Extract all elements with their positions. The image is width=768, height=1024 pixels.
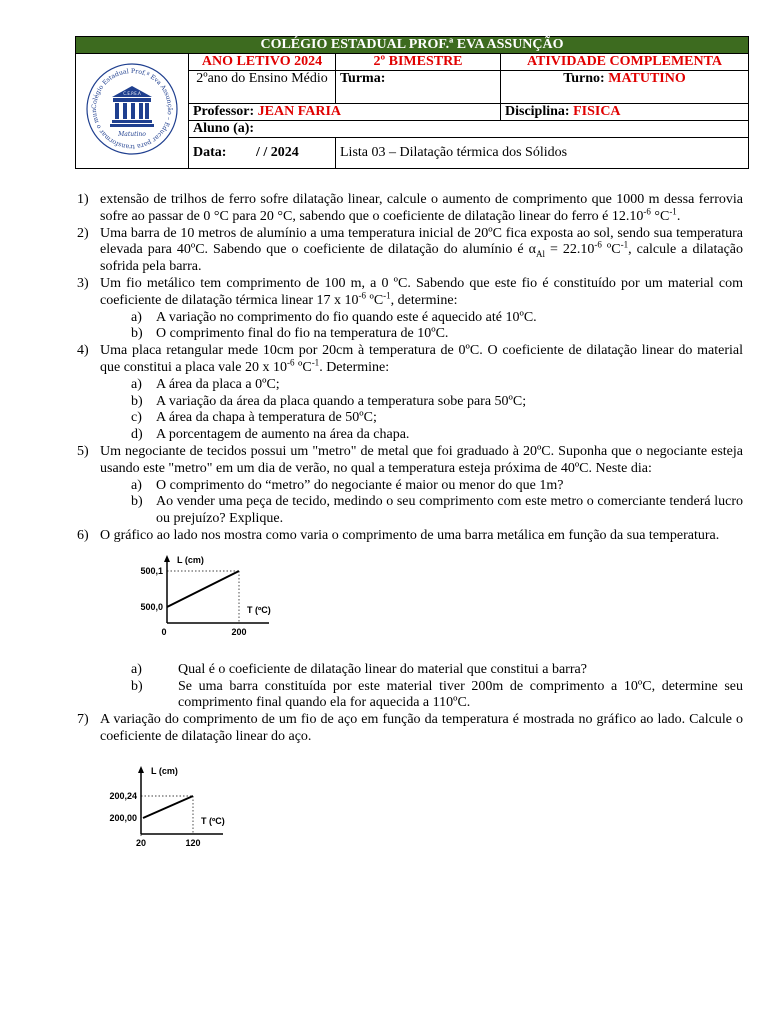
question-number: 3) <box>77 275 89 291</box>
x-axis-label: T (ºC) <box>247 604 271 615</box>
question-4-item-c: c) A área da chapa à temperatura de 50ºC; <box>131 410 377 426</box>
school-logo-cell <box>76 54 189 169</box>
question-4-item-a: a) A área da placa a 0ºC; <box>131 376 280 392</box>
question-6: 6) O gráfico ao lado nos mostra como varia o comprimento de uma barra metálica em função da sua temperatura. <box>77 527 720 543</box>
question-7: 7) A variação do comprimento de um fio de aço em função da temperatura é mostrada no gráfico ao lado. Calcule o coeficiente de dilatação linear do aço. <box>77 712 743 744</box>
question-2: 2) Uma barra de 10 metros de alumínio a uma temperatura inicial de 20ºC fica exposta ao sol, sendo sua temperatura elevada para 40ºC. Sabendo que o coeficiente de dilatação do alumínio é $\alpha_{Al} = 22.10^{-6}$ ºC$^{-1}$, calcule a dilatação sofrida pela barra. <box>77 225 744 275</box>
list-title: Lista 03 – Dilatação térmica dos Sólidos <box>336 138 749 169</box>
shift-value: MATUTINO <box>608 71 686 86</box>
x-tick-label: 20 <box>135 837 147 848</box>
question-3-item-b: b) O comprimento final do fio na temperatura de 10ºC. <box>131 326 449 342</box>
length-vs-temperature-chart-2 <box>95 764 355 859</box>
school-year: ANO LETIVO 2024 <box>189 54 336 71</box>
date-field <box>189 138 336 169</box>
bimester: 2º BIMESTRE <box>336 54 501 71</box>
subject-name: FISICA <box>573 104 621 119</box>
question-4-item-d: d) A porcentagem de aumento na área da chapa. <box>131 427 410 443</box>
teacher-field <box>189 104 501 121</box>
question-number: 4) <box>77 343 89 359</box>
question-6-item-a: a) Qual é o coeficiente de dilatação linear do material que constitui a barra? <box>131 661 587 677</box>
school-logo <box>82 59 182 159</box>
question-list <box>75 192 743 859</box>
x-axis-label: T (ºC) <box>201 815 225 826</box>
question-number: 5) <box>77 443 89 459</box>
shift-field <box>501 71 749 104</box>
student-field: Aluno (a): <box>189 121 749 138</box>
date-value: / / 2024 <box>255 145 299 160</box>
question-number: 1) <box>77 192 89 207</box>
question-3-item-a: a) A variação no comprimento do fio quando este é aquecido até 10ºC. <box>131 309 537 325</box>
y-tick-label: 500,1 <box>140 565 163 576</box>
length-vs-temperature-chart-1 <box>121 553 381 648</box>
subject-field <box>501 104 749 121</box>
y-tick-label: 200,24 <box>109 790 137 801</box>
question-number: 7) <box>77 712 89 728</box>
logo-ring-text: Colégio Estadual Prof.ª Eva Assunção – Educar para transformar o mun <box>90 67 174 150</box>
class-label: Turma: <box>336 71 501 104</box>
x-tick-label: 120 <box>185 837 201 848</box>
school-name: COLÉGIO ESTADUAL PROF.ª EVA ASSUNÇÃO <box>76 37 749 54</box>
teacher-name: JEAN FARIA <box>257 104 342 119</box>
activity-type: ATIVIDADE COMPLEMENTA <box>501 54 749 71</box>
question-5-item-b: b) Ao vender uma peça de tecido, medindo o seu comprimento com este metro o comerciante tenderá lucro ou prejuízo? Explique. <box>131 494 743 527</box>
question-5: 5) Um negociante de tecidos possui um "metro" de metal que foi graduado à 20ºC. Suponha que o negociante esteja usando este "metro" em um dia de verão, no qual a temperatura esteja próxima de 40ºC. Neste dia: <box>77 443 743 476</box>
header-table <box>75 36 749 169</box>
question-4: 4) Uma placa retangular mede 10cm por 20cm à temperatura de 0ºC. O coeficiente de dilatação linear do material que constitui a placa vale 20 x $10^{-6}$ ºC$^{-1}$. Determine: <box>77 343 743 375</box>
y-axis-arrow <box>164 555 170 562</box>
x-tick-label: 0 <box>161 626 167 637</box>
question-4-item-b: b) A variação da área da placa quando a temperatura sobe para 50ºC; <box>131 393 527 409</box>
date-label: Data: <box>193 145 227 160</box>
subject-label: Disciplina: <box>505 104 570 119</box>
question-6-item-b: b) Se uma barra constituída por este material tiver 200m de comprimento a 10ºC, determine seu comprimento final quando ela for aquecida a 110ºC. <box>131 678 743 711</box>
question-3: 3) Um fio metálico tem comprimento de 100 m, a 0 ºC. Sabendo que este fio é constituído por um material com coeficiente de dilatação térmica linear 17 x $10^{-6}$ ºC$^{-1}$, determine: <box>77 275 743 308</box>
teacher-label: Professor: <box>193 104 255 119</box>
question-number: 2) <box>77 225 89 241</box>
x-tick-label: 200 <box>231 626 247 637</box>
shift-label: Turno: <box>563 71 605 86</box>
data-line <box>167 571 239 607</box>
grade-level: 2ºano do Ensino Médio <box>189 71 336 104</box>
question-1: 1) extensão de trilhos de ferro sofre dilatação linear, calcule o aumento de comprimento que 1000 m dessa ferrovia sofre ao passar de 0 °C para 20 °C, sabendo que o coeficiente de dilatação linear do ferro é $12.10^{-6}$ $^\circ C^{-1}$. <box>77 192 743 224</box>
logo-acronym: C.E.P.E.A <box>123 90 141 96</box>
y-axis-label: L (cm) <box>151 765 178 776</box>
question-5-item-a: a) O comprimento do “metro” do negociante é maior ou menor do que 1m? <box>131 477 564 493</box>
data-line <box>143 796 193 818</box>
logo-motto: Matutino <box>118 130 146 138</box>
y-axis-label: L (cm) <box>177 554 204 565</box>
y-tick-label: 500,0 <box>140 601 163 612</box>
y-tick-label: 200,00 <box>109 812 137 823</box>
y-axis-arrow <box>138 766 144 773</box>
question-number: 6) <box>77 527 89 543</box>
